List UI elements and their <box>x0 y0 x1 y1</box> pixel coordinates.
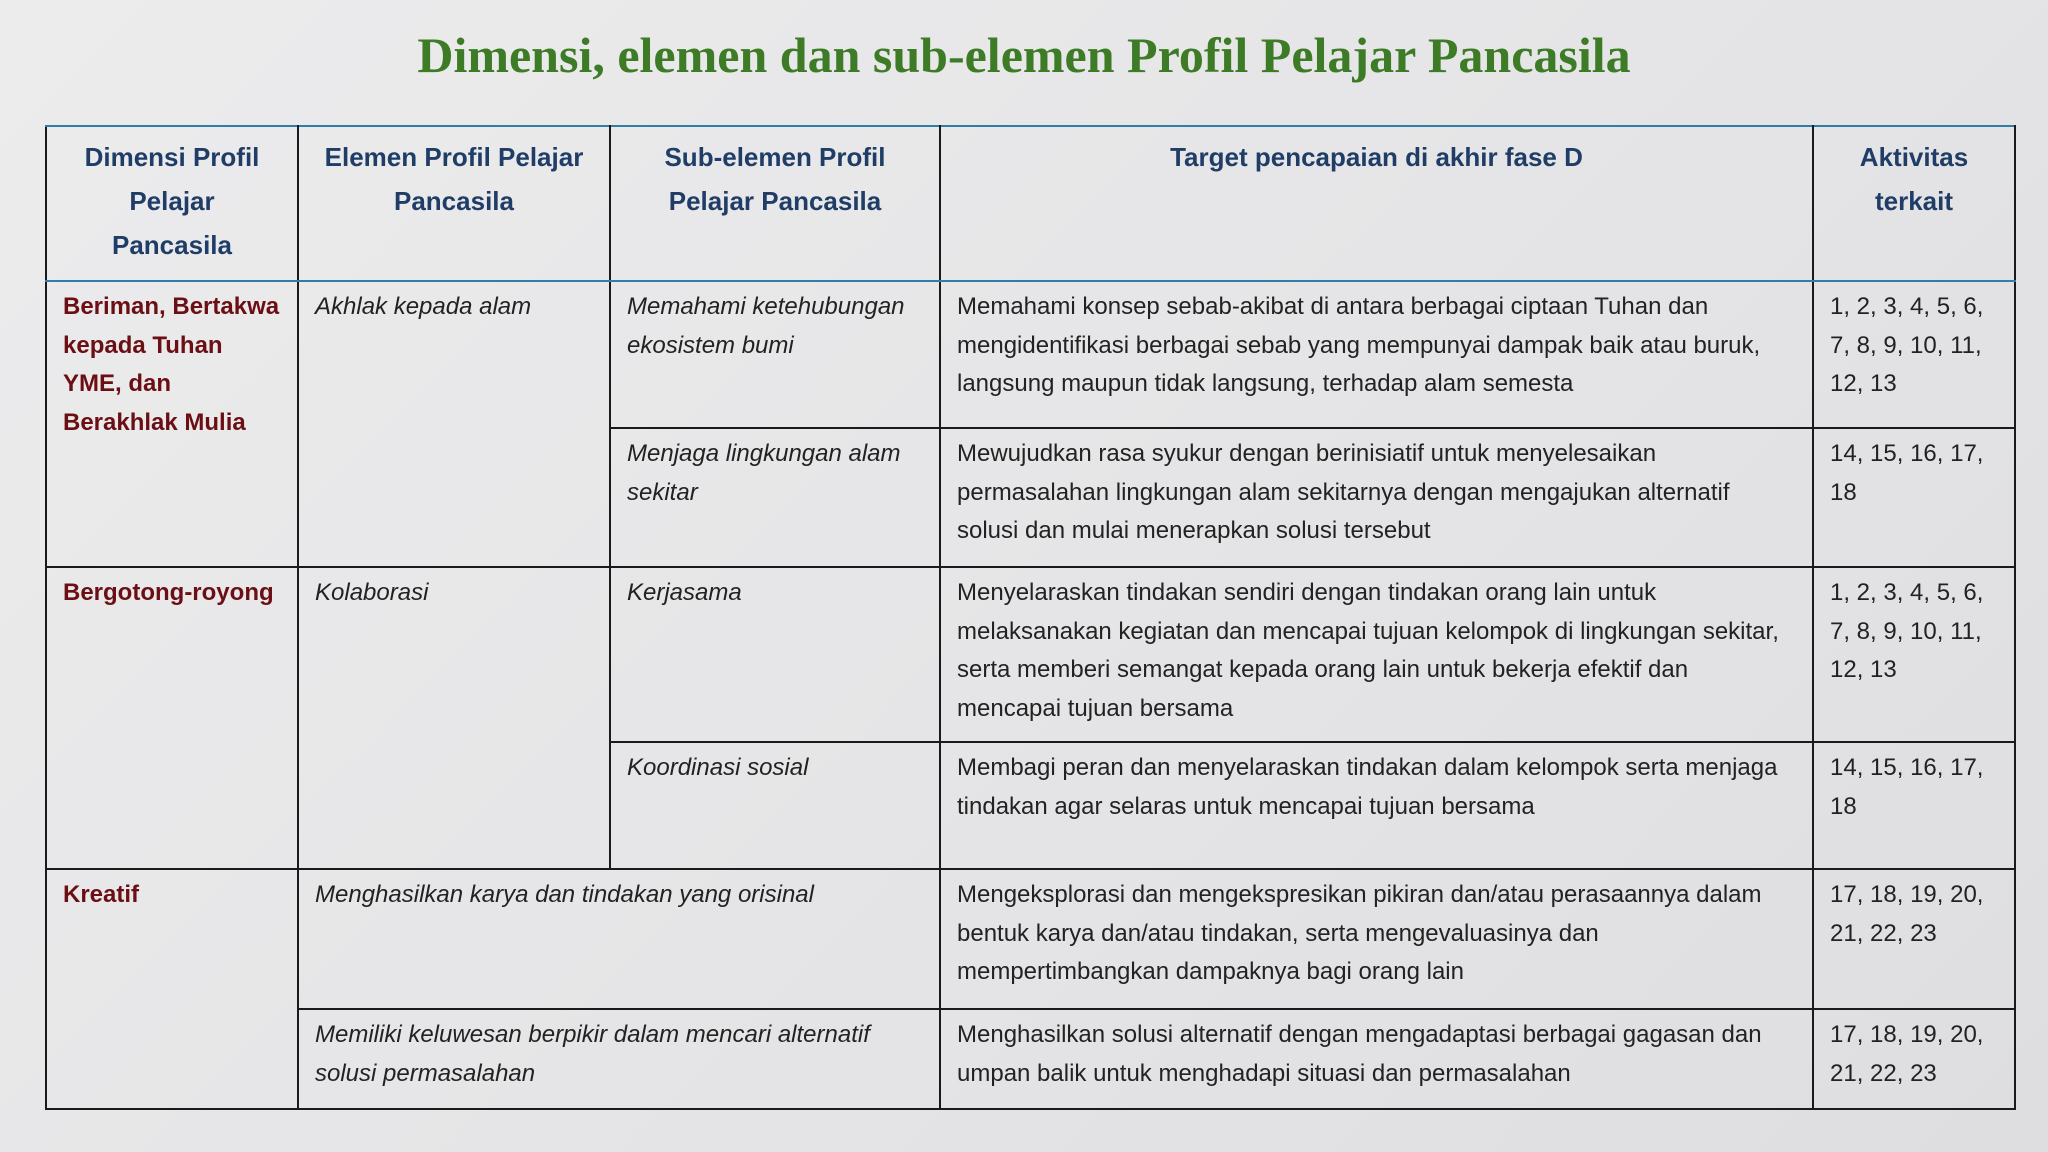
subelemen-cell: Memahami ketehubungan ekosistem bumi <box>610 281 940 428</box>
elemen-cell: Akhlak kepada alam <box>298 281 610 567</box>
table-body <box>46 281 2015 1109</box>
subelemen-cell: Menjaga lingkungan alam sekitar <box>610 428 940 567</box>
subelemen-cell: Koordinasi sosial <box>610 742 940 869</box>
target-cell: Mengeksplorasi dan mengekspresikan pikiran dan/atau perasaannya dalam bentuk karya dan/atau tindakan, serta mengevaluasinya dan mempertimbangkan dampaknya bagi orang lain <box>940 869 1813 1009</box>
target-cell: Mewujudkan rasa syukur dengan berinisiatif untuk menyelesaikan permasalahan lingkungan alam sekitarnya dengan mengajukan alternatif solusi dan mulai menerapkan solusi tersebut <box>940 428 1813 567</box>
target-cell: Menyelaraskan tindakan sendiri dengan tindakan orang lain untuk melaksanakan kegiatan dan mencapai tujuan kelompok di lingkungan sekitar, serta memberi semangat kepada orang lain untuk bekerja efektif dan mencapai tujuan bersama <box>940 567 1813 742</box>
aktivitas-cell: 14, 15, 16, 17, 18 <box>1813 428 2015 567</box>
table-row <box>46 567 2015 742</box>
header-elemen: Elemen Profil Pelajar Pancasila <box>298 126 610 281</box>
aktivitas-cell: 1, 2, 3, 4, 5, 6, 7, 8, 9, 10, 11, 12, 13 <box>1813 567 2015 742</box>
elemen-cell: Menghasilkan karya dan tindakan yang orisinal <box>298 869 940 1009</box>
aktivitas-cell: 17, 18, 19, 20, 21, 22, 23 <box>1813 1009 2015 1109</box>
target-cell: Menghasilkan solusi alternatif dengan mengadaptasi berbagai gagasan dan umpan balik untuk menghadapi situasi dan permasalahan <box>940 1009 1813 1109</box>
target-cell: Memahami konsep sebab-akibat di antara berbagai ciptaan Tuhan dan mengidentifikasi berbagai sebab yang mempunyai dampak baik atau buruk, langsung maupun tidak langsung, terhadap alam semesta <box>940 281 1813 428</box>
header-dimensi: Dimensi Profil Pelajar Pancasila <box>46 126 298 281</box>
elemen-cell: Memiliki keluwesan berpikir dalam mencari alternatif solusi permasalahan <box>298 1009 940 1109</box>
elemen-cell: Kolaborasi <box>298 567 610 869</box>
profil-table <box>45 125 2016 1110</box>
header-target: Target pencapaian di akhir fase D <box>940 126 1813 281</box>
header-aktivitas: Aktivitas terkait <box>1813 126 2015 281</box>
aktivitas-cell: 17, 18, 19, 20, 21, 22, 23 <box>1813 869 2015 1009</box>
table-row <box>46 281 2015 428</box>
aktivitas-cell: 14, 15, 16, 17, 18 <box>1813 742 2015 869</box>
aktivitas-cell: 1, 2, 3, 4, 5, 6, 7, 8, 9, 10, 11, 12, 13 <box>1813 281 2015 428</box>
dimensi-cell: Kreatif <box>46 869 298 1109</box>
table-row <box>46 1009 2015 1109</box>
dimensi-cell: Bergotong-royong <box>46 567 298 869</box>
dimensi-cell: Beriman, Bertakwa kepada Tuhan YME, dan Berakhlak Mulia <box>46 281 298 567</box>
header-subelemen: Sub-elemen Profil Pelajar Pancasila <box>610 126 940 281</box>
target-cell: Membagi peran dan menyelaraskan tindakan dalam kelompok serta menjaga tindakan agar selaras untuk mencapai tujuan bersama <box>940 742 1813 869</box>
page-title: Dimensi, elemen dan sub-elemen Profil Pelajar Pancasila <box>417 27 1631 83</box>
table-header <box>46 126 2015 281</box>
subelemen-cell: Kerjasama <box>610 567 940 742</box>
table-row <box>46 869 2015 1009</box>
header-row <box>46 126 2015 281</box>
